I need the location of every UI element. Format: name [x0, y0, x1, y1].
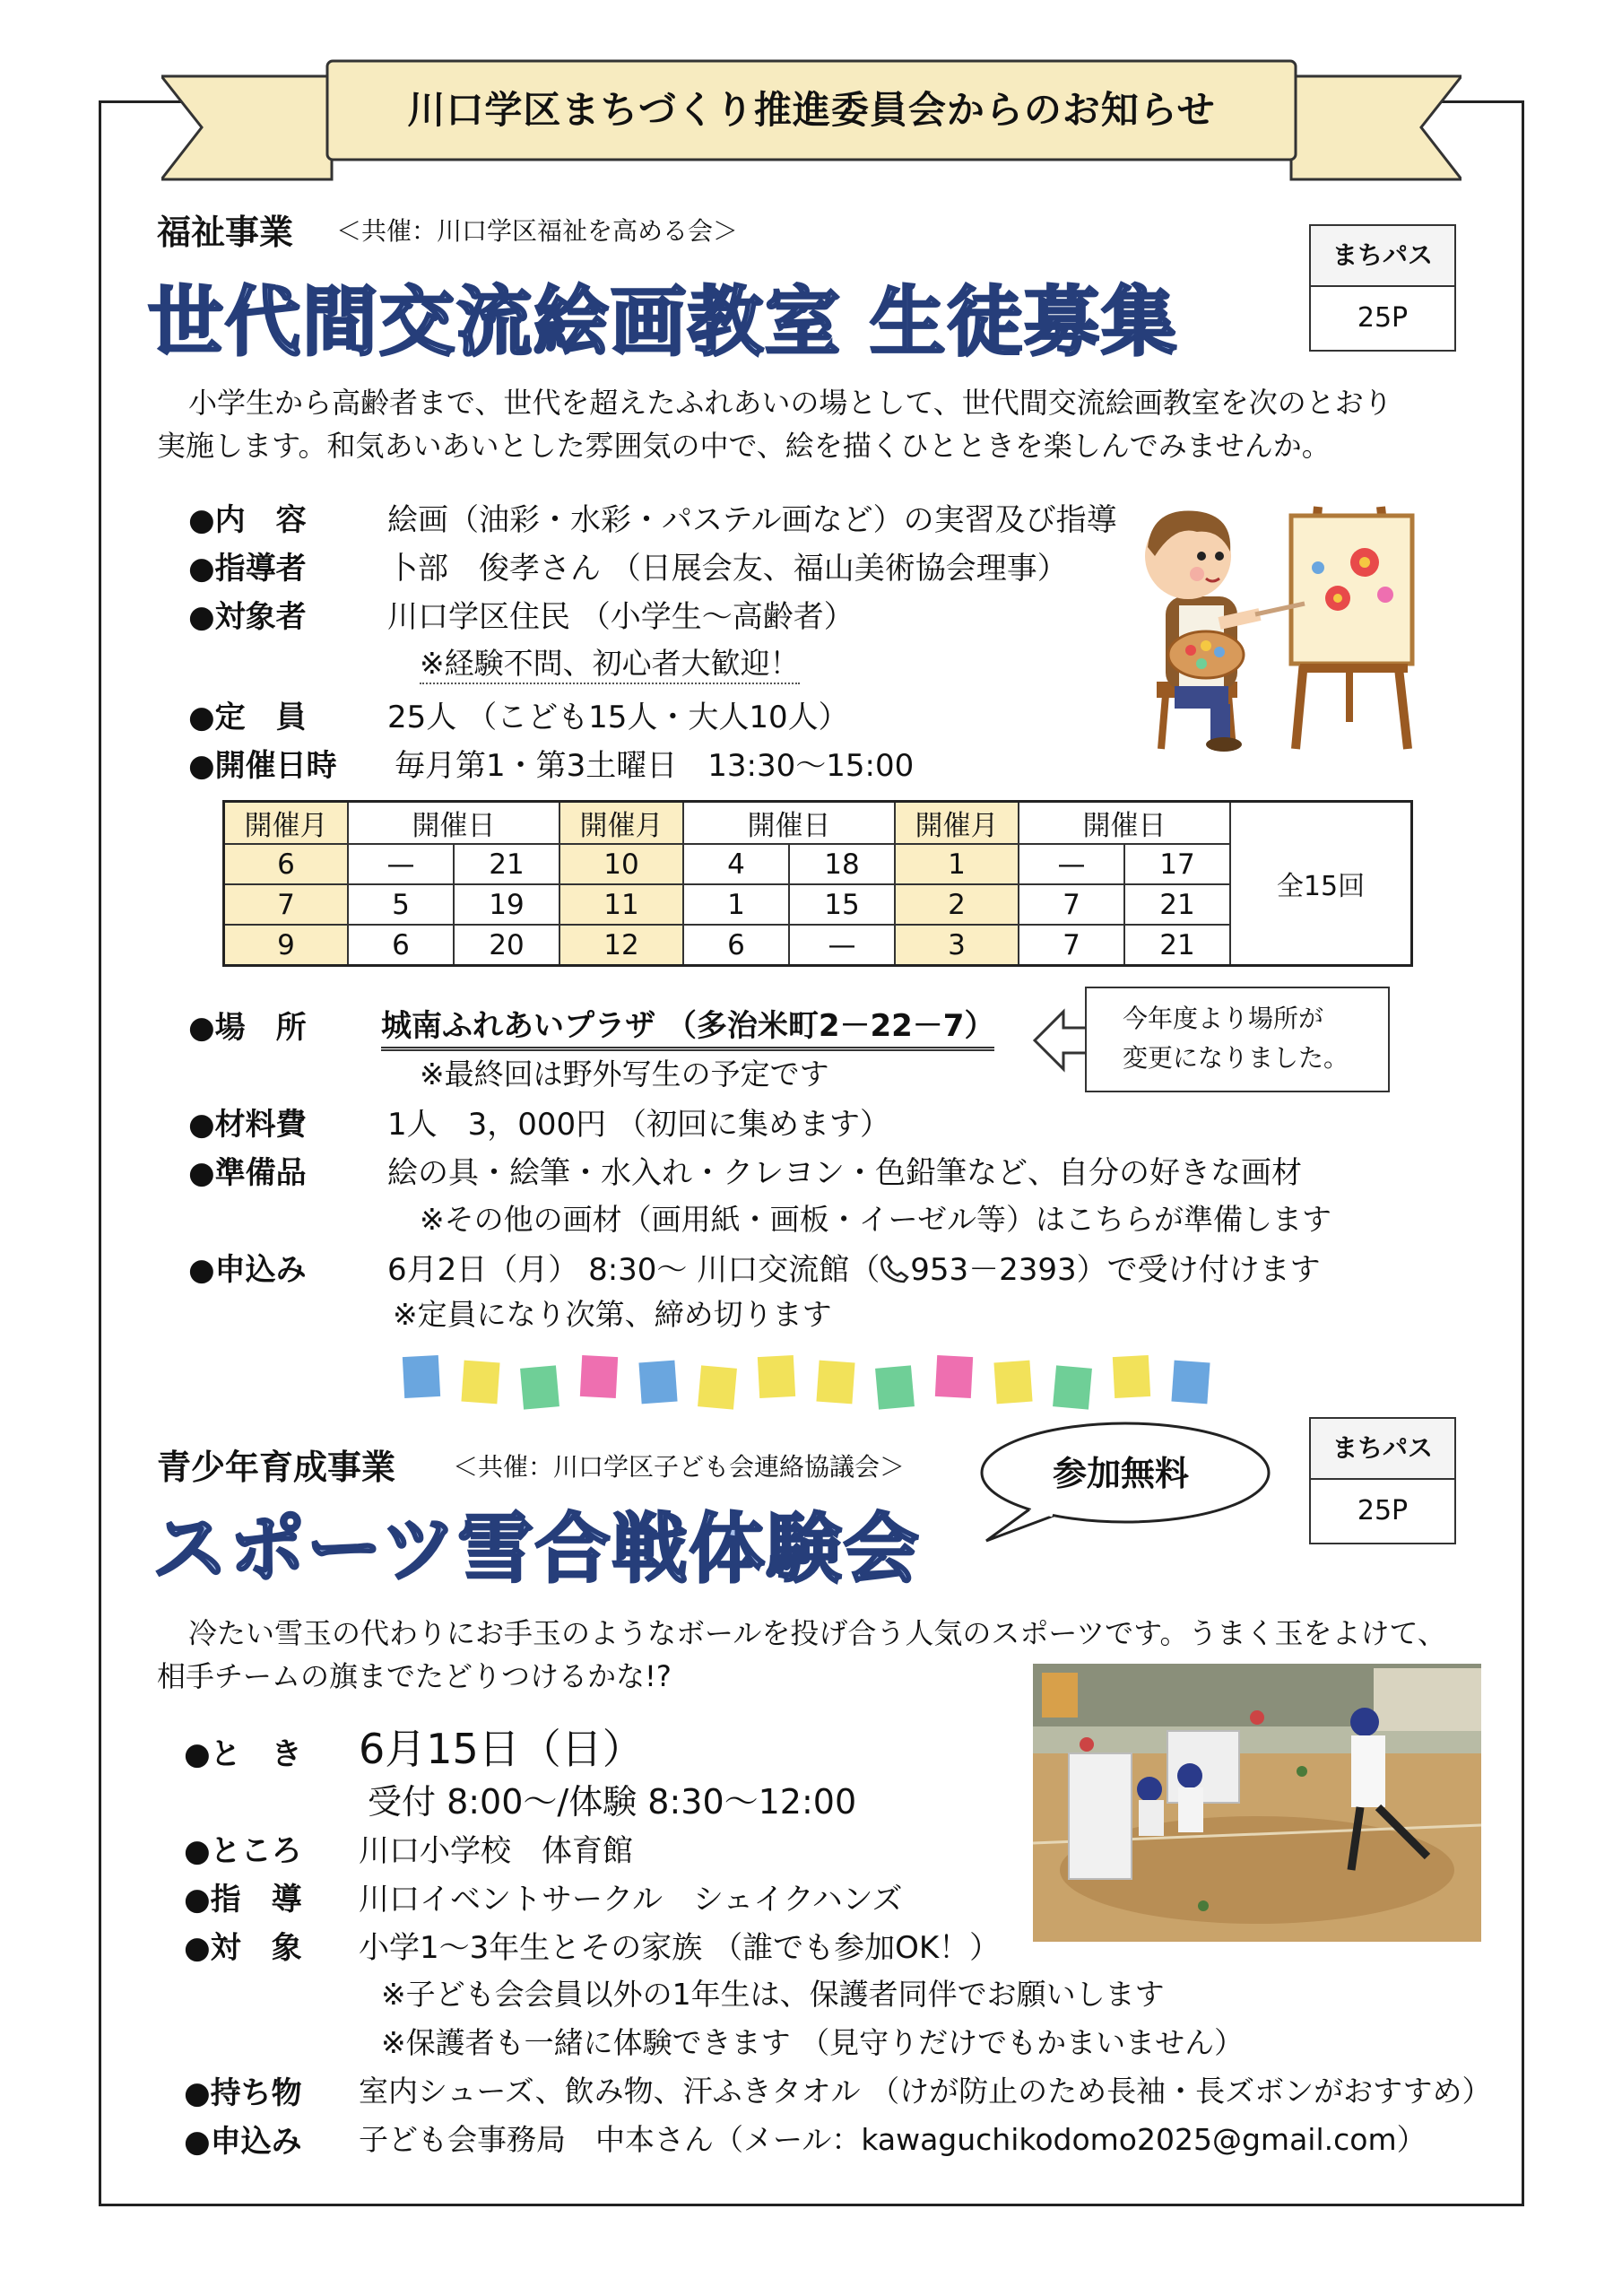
- instructor-label: ●指導者: [188, 551, 307, 587]
- flag-icon: [875, 1365, 915, 1409]
- apply2-value: 子ども会事務局 中本さん（メール：kawaguchikodomo2025@gmail.com）: [359, 2122, 1427, 2157]
- flag-icon: [1171, 1361, 1210, 1405]
- banner-title: 川口学区まちづくり推進委員会からのお知らせ: [407, 88, 1216, 132]
- decorative-flags: [403, 1356, 1228, 1419]
- table-cell: 19: [454, 884, 559, 925]
- target-value: 川口学区住民 （小学生～高齢者）: [387, 599, 854, 635]
- header-day-2: 開催日: [683, 802, 895, 845]
- table-cell: 7: [1019, 884, 1124, 925]
- content-value: 絵画（油彩・水彩・パステル画など）の実習及び指導: [387, 502, 1117, 538]
- section2-intro-line1: 冷たい雪玉の代わりにお手玉のようなボールを投げ合う人気のスポーツです。うまく玉をよけて、: [188, 1616, 1446, 1650]
- table-cell: 6: [348, 925, 454, 966]
- target-label: ●対象者: [188, 599, 307, 635]
- section2-label: 青少年育成事業: [157, 1448, 396, 1487]
- flag-icon: [1053, 1365, 1092, 1409]
- header-month-2: 開催月: [559, 802, 683, 845]
- flag-icon: [698, 1365, 737, 1409]
- flag-icon: [403, 1355, 440, 1398]
- bring-label: ●持ち物: [184, 2075, 302, 2111]
- painter-illustration-icon: [1112, 489, 1435, 758]
- where-value: 川口小学校 体育館: [359, 1833, 633, 1869]
- place-note: ※最終回は野外写生の予定です: [420, 1057, 829, 1091]
- snowball-game-photo: [1033, 1664, 1481, 1942]
- table-cell: 18: [789, 844, 895, 884]
- table-cell: 21: [454, 844, 559, 884]
- apply-label: ●申込み: [188, 1252, 307, 1288]
- guide-value: 川口イベントサークル シェイクハンズ: [359, 1882, 903, 1918]
- prep-note: ※その他の画材（画用紙・画板・イーゼル等）はこちらが準備します: [420, 1202, 1331, 1237]
- table-cell: 6: [224, 844, 349, 884]
- header-day-3: 開催日: [1019, 802, 1230, 845]
- fee-value: 1人 3，000円 （初回に集めます）: [387, 1107, 890, 1143]
- section1-intro-line2: 実施します。和気あいあいとした雰囲気の中で、絵を描くひとときを楽しんでみませんか。: [157, 429, 1331, 463]
- when-value: 6月15日（日）: [359, 1725, 644, 1773]
- total-sessions: 全15回: [1230, 802, 1412, 966]
- section1-label: 福祉事業: [157, 213, 294, 252]
- phone-icon: [880, 1254, 910, 1284]
- schedule-table: [222, 800, 1413, 967]
- header-month-1: 開催月: [224, 802, 349, 845]
- apply-line: [387, 1245, 1321, 1289]
- table-cell: 21: [1124, 884, 1230, 925]
- table-cell: 7: [224, 884, 349, 925]
- table-cell: 7: [1019, 925, 1124, 966]
- place-change-callout: [1085, 987, 1390, 1092]
- flag-icon: [935, 1355, 973, 1398]
- machipass-label: まちパス: [1311, 1419, 1454, 1480]
- table-cell: 2: [895, 884, 1019, 925]
- section1-title: 世代間交流絵画教室 生徒募集: [148, 278, 1179, 366]
- dates-label: ●開催日時: [188, 748, 337, 784]
- table-cell: 21: [1124, 925, 1230, 966]
- where-label: ●ところ: [184, 1833, 302, 1869]
- table-cell: 10: [559, 844, 683, 884]
- table-cell: —: [348, 844, 454, 884]
- apply2-label: ●申込み: [184, 2124, 302, 2160]
- table-cell: —: [789, 925, 895, 966]
- apply-note: ※定員になり次第、締め切ります: [393, 1297, 832, 1332]
- flag-icon: [993, 1361, 1032, 1405]
- table-cell: 17: [1124, 844, 1230, 884]
- section2-cohost: ＜共催：川口学区子ども会連絡協議会＞: [453, 1452, 906, 1482]
- table-cell: —: [1019, 844, 1124, 884]
- target2-note1: ※子ども会会員以外の1年生は、保護者同伴でお願いします: [381, 1977, 1165, 2012]
- machipass-box-2: [1309, 1417, 1456, 1544]
- flag-icon: [461, 1361, 499, 1405]
- table-cell: 9: [224, 925, 349, 966]
- table-cell: 12: [559, 925, 683, 966]
- capacity-value: 25人 （こども15人・大人10人）: [387, 700, 849, 735]
- target-note: ※経験不問、初心者大歓迎！: [420, 640, 800, 684]
- dates-value: 毎月第1・第3土曜日 13:30～15:00: [395, 748, 915, 784]
- fee-label: ●材料費: [188, 1107, 307, 1143]
- flag-icon: [1113, 1355, 1150, 1398]
- place-value: 城南ふれあいプラザ （多治米町2－22－7）: [381, 1001, 994, 1051]
- capacity-label: ●定 員: [188, 700, 307, 735]
- apply-value-phone: 953－2393）で受け付けます: [910, 1252, 1321, 1288]
- target2-note2: ※保護者も一緒に体験できます （見守りだけでもかまいません）: [381, 2025, 1245, 2060]
- guide-label: ●指 導: [184, 1882, 302, 1918]
- apply-value: 6月2日（月） 8:30～ 川口交流館（: [387, 1252, 880, 1288]
- table-cell: 15: [789, 884, 895, 925]
- flag-icon: [758, 1355, 795, 1398]
- flag-icon: [580, 1355, 618, 1398]
- table-cell: 1: [683, 884, 789, 925]
- target2-label: ●対 象: [184, 1930, 302, 1966]
- header-day-1: 開催日: [348, 802, 559, 845]
- flag-icon: [520, 1365, 559, 1409]
- machipass-value: 25P: [1357, 302, 1409, 334]
- when-label: ●と き: [184, 1736, 302, 1772]
- when-sub: 受付 8:00～/体験 8:30～12:00: [368, 1782, 857, 1822]
- callout-line2: 変更になりました。: [1123, 1043, 1349, 1073]
- section1-intro-line1: 小学生から高齢者まで、世代を超えたふれあいの場として、世代間交流絵画教室を次のとおり: [188, 386, 1392, 420]
- content-label: ●内 容: [188, 502, 307, 538]
- table-cell: 11: [559, 884, 683, 925]
- flag-icon: [638, 1361, 677, 1405]
- section1-cohost: ＜共催：川口学区福祉を高める会＞: [336, 216, 739, 246]
- free-participation-text: 参加無料: [1052, 1454, 1189, 1493]
- table-cell: 6: [683, 925, 789, 966]
- table-header-row: [224, 802, 1412, 845]
- table-cell: 20: [454, 925, 559, 966]
- section2-intro-line2: 相手チームの旗までたどりつけるかな!?: [157, 1659, 672, 1693]
- prep-value: 絵の具・絵筆・水入れ・クレヨン・色鉛筆など、自分の好きな画材: [387, 1155, 1302, 1191]
- table-cell: 1: [895, 844, 1019, 884]
- section2-title: スポーツ雪合戦体験会: [152, 1505, 921, 1593]
- prep-label: ●準備品: [188, 1155, 307, 1191]
- table-cell: 5: [348, 884, 454, 925]
- machipass-box-1: [1309, 224, 1456, 352]
- machipass-value: 25P: [1357, 1495, 1409, 1526]
- table-cell: 4: [683, 844, 789, 884]
- machipass-label: まちパス: [1311, 226, 1454, 287]
- callout-line1: 今年度より場所が: [1123, 1004, 1324, 1033]
- header-month-3: 開催月: [895, 802, 1019, 845]
- place-label: ●場 所: [188, 1010, 307, 1046]
- table-cell: 3: [895, 925, 1019, 966]
- bring-value: 室内シューズ、飲み物、汗ふきタオル （けが防止のため長袖・長ズボンがおすすめ）: [359, 2074, 1492, 2109]
- instructor-value: 卜部 俊孝さん （日展会友、福山美術協会理事）: [387, 551, 1068, 587]
- flag-icon: [816, 1361, 854, 1405]
- target2-value: 小学1～3年生とその家族 （誰でも参加OK！）: [359, 1930, 1001, 1966]
